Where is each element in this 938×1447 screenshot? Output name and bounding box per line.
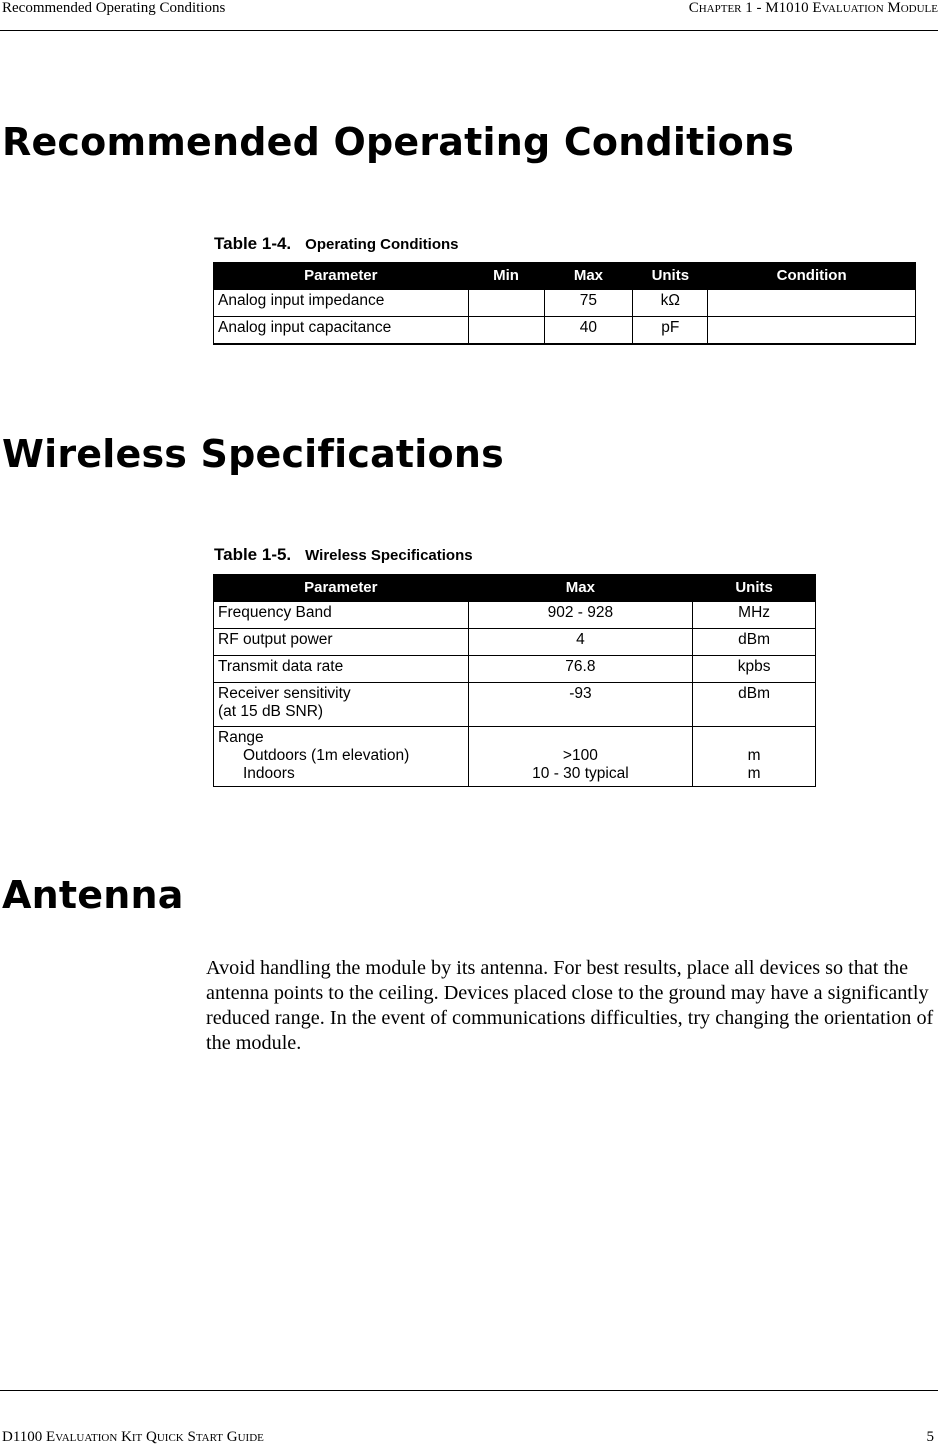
table-cell: 75 [544, 290, 633, 317]
table-header-row [214, 574, 816, 602]
wireless-specifications-table [213, 574, 816, 787]
table-cell: RF output power [214, 629, 469, 656]
table-title: Operating Conditions [305, 236, 459, 253]
footer-guide-title: D1100 Evaluation Kit Quick Start Guide [2, 1429, 264, 1445]
running-header [0, 0, 938, 31]
param-line: Outdoors (1m elevation) [243, 747, 410, 764]
param-line: (at 15 dB SNR) [218, 703, 324, 720]
header-section-title: Recommended Operating Conditions [2, 0, 226, 16]
table-cell: dBm [693, 629, 816, 656]
table-cell: 902 - 928 [468, 602, 693, 629]
table-cell: pF [633, 317, 708, 345]
section-title-operating-conditions: Recommended Operating Conditions [2, 120, 795, 164]
table-cell [214, 683, 469, 727]
param-line: Range [218, 729, 264, 746]
table-row [214, 629, 816, 656]
column-header: Max [468, 574, 693, 602]
column-header: Max [544, 262, 633, 290]
column-header: Units [693, 574, 816, 602]
table-cell [693, 727, 816, 787]
value-line: >100 [562, 747, 598, 764]
param-line: Indoors [243, 765, 295, 782]
table-caption-operating [214, 234, 458, 254]
antenna-paragraph: Avoid handling the module by its antenna. For best results, place all devices so that the antenna points to the ceiling. Devices placed close to the ground may have a significantly reduced range. In the event of communications difficulties, try changing the orientation of the module. [206, 957, 934, 1054]
table-cell: dBm [693, 683, 816, 727]
table-title: Wireless Specifications [305, 547, 473, 564]
value-line: m [747, 747, 761, 764]
table-cell [708, 317, 916, 345]
param-line: Receiver sensitivity [218, 685, 351, 702]
section-title-antenna: Antenna [2, 873, 184, 917]
table-cell: Frequency Band [214, 602, 469, 629]
table-cell [468, 317, 544, 345]
table-cell: 76.8 [468, 656, 693, 683]
column-header: Condition [708, 262, 916, 290]
table-cell [468, 727, 693, 787]
table-cell: -93 [468, 683, 693, 727]
table-cell: Analog input impedance [214, 290, 469, 317]
table-row [214, 602, 816, 629]
column-header: Units [633, 262, 708, 290]
table-row [214, 683, 816, 727]
column-header: Parameter [214, 262, 469, 290]
value-line: 10 - 30 typical [532, 765, 629, 782]
table-cell: kpbs [693, 656, 816, 683]
table-cell: Analog input capacitance [214, 317, 469, 345]
table-row [214, 656, 816, 683]
column-header: Min [468, 262, 544, 290]
table-cell: 4 [468, 629, 693, 656]
table-row [214, 290, 916, 317]
table-cell: 40 [544, 317, 633, 345]
table-cell [708, 290, 916, 317]
running-footer [0, 1390, 938, 1447]
operating-conditions-table [213, 262, 916, 345]
table-row [214, 727, 816, 787]
page-number: 5 [926, 1429, 934, 1445]
column-header: Parameter [214, 574, 469, 602]
table-header-row [214, 262, 916, 290]
section-title-wireless-specifications: Wireless Specifications [2, 432, 504, 476]
table-cell: MHz [693, 602, 816, 629]
table-caption-wireless [214, 545, 473, 565]
table-cell [214, 727, 469, 787]
header-chapter-title: Chapter 1 - M1010 Evaluation Module [688, 0, 938, 16]
table-cell: Transmit data rate [214, 656, 469, 683]
table-number: Table 1-4. [214, 234, 292, 253]
value-line: m [747, 765, 761, 782]
table-cell [468, 290, 544, 317]
table-row [214, 317, 916, 345]
table-cell: kΩ [633, 290, 708, 317]
table-number: Table 1-5. [214, 545, 292, 564]
